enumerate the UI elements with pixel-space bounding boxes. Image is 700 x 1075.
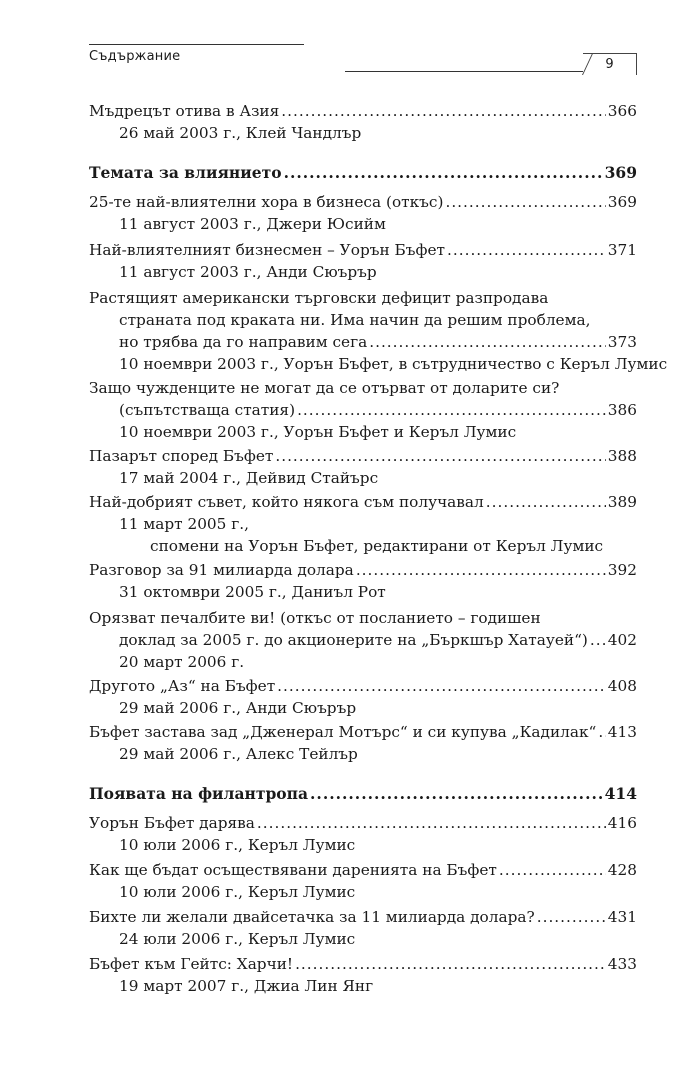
toc-entry-meta: 10 ноември 2003 г., Уорън Бъфет и Керъл Лумис <box>119 423 517 441</box>
dot-leader <box>297 401 606 419</box>
running-header-label: Съдържание <box>89 49 181 64</box>
toc-entry-title: Пазарът според Бъфет <box>89 447 274 465</box>
dot-leader <box>445 193 605 211</box>
toc-entry-title-row <box>119 631 637 653</box>
toc-entry-meta: 10 юли 2006 г., Керъл Лумис <box>119 836 356 854</box>
toc-entry-title-row <box>89 193 637 215</box>
toc-page-number: 366 <box>607 102 637 120</box>
toc-entry-title-row <box>89 561 637 583</box>
dot-leader <box>284 163 603 182</box>
toc-page-number: 373 <box>607 333 637 351</box>
toc-page-number: 386 <box>607 401 637 419</box>
section-title: Появата на филантропа <box>89 784 309 803</box>
toc-entry-title-row <box>89 861 637 883</box>
toc-entry-meta: 20 март 2006 г. <box>119 653 245 671</box>
toc-entry-title: страната под краката ни. Има начин да решим проблема, <box>119 311 591 329</box>
toc-entry-title-row <box>89 241 637 263</box>
dot-leader <box>277 677 606 695</box>
toc-page-number: 369 <box>607 193 637 211</box>
toc-entry-title: Бъфет към Гейтс: Харчи! <box>89 955 294 973</box>
toc-section-heading <box>89 163 637 185</box>
toc-entry-title-row <box>89 677 637 699</box>
toc-entry-meta: 11 август 2003 г., Анди Сюърър <box>119 263 377 281</box>
dot-leader <box>598 723 605 741</box>
toc-entry-title: Как ще бъдат осъществявани даренията на Бъфет <box>89 861 497 879</box>
toc-entry-title: Най-добрият съвет, който някога съм получавал <box>89 493 484 511</box>
dot-leader <box>310 784 603 803</box>
toc-page-number: 371 <box>607 241 637 259</box>
toc-entry-title-row <box>89 955 637 977</box>
toc-entry-title: Уорън Бъфет дарява <box>89 814 255 832</box>
toc-page-number: 392 <box>607 561 637 579</box>
toc-page-number: 369 <box>604 163 637 182</box>
toc-entry-title: но трябва да го направим сега <box>119 333 368 351</box>
toc-entry-title-row <box>89 814 637 836</box>
dot-leader <box>537 908 606 926</box>
toc-entry-title: Най-влиятелният бизнесмен – Уорън Бъфет <box>89 241 445 259</box>
toc-entry-title-row <box>89 723 637 745</box>
toc-entry-title-row <box>119 401 637 423</box>
toc-entry-meta: 24 юли 2006 г., Керъл Лумис <box>119 930 356 948</box>
toc-page-number: 414 <box>604 784 637 803</box>
toc-entry-meta: 10 ноември 2003 г., Уорън Бъфет, в сътрудничество с Керъл Лумис <box>119 355 668 373</box>
dot-leader <box>499 861 606 879</box>
toc-entry-title: Мъдрецът отива в Азия <box>89 102 280 120</box>
toc-page-number: 389 <box>607 493 637 511</box>
page-number: 9 <box>583 53 637 75</box>
toc-entry-meta: 19 март 2007 г., Джиа Лин Янг <box>119 977 374 995</box>
dot-leader <box>275 447 605 465</box>
toc-entry-meta: 29 май 2006 г., Алекс Тейлър <box>119 745 358 763</box>
toc-entry-title-row <box>119 333 637 355</box>
toc-entry-meta: 11 март 2005 г., <box>119 515 249 533</box>
toc-page-number: 402 <box>607 631 637 649</box>
toc-entry-title: Орязват печалбите ви! (откъс от посланието – годишен <box>89 609 541 627</box>
toc-page-number: 413 <box>607 723 637 741</box>
section-title: Темата за влиянието <box>89 163 282 182</box>
dot-leader <box>356 561 606 579</box>
toc-entry-title: Бъфет застава зад „Дженерал Мотърс“ и си купува „Кадилак“ <box>89 723 597 741</box>
toc-page-number: 428 <box>607 861 637 879</box>
toc-entry-title: Разговор за 91 милиарда долара <box>89 561 354 579</box>
toc-entry-title: Бихте ли желали двайсетачка за 11 милиарда долара? <box>89 908 535 926</box>
toc-entry-title-row <box>89 102 637 124</box>
dot-leader <box>369 333 606 351</box>
dot-leader <box>295 955 606 973</box>
toc-page-number: 388 <box>607 447 637 465</box>
toc-entry-title: доклад за 2005 г. до акционерите на „Бъркшър Хатауей“) <box>119 631 588 649</box>
toc-entry-meta: 31 октомври 2005 г., Даниъл Рот <box>119 583 386 601</box>
toc-entry-title: Растящият американски търговски дефицит разпродава <box>89 289 549 307</box>
toc-entry-meta: 29 май 2006 г., Анди Сюърър <box>119 699 357 717</box>
toc-page-number: 408 <box>607 677 637 695</box>
toc-entry-title-row <box>89 908 637 930</box>
toc-entry-title: 25-те най-влиятелни хора в бизнеса (откъс) <box>89 193 444 211</box>
toc-entry-title-row <box>89 447 637 469</box>
toc-entry-meta: спомени на Уорън Бъфет, редактирани от Керъл Лумис <box>150 537 604 555</box>
dot-leader <box>281 102 606 120</box>
toc-entry-meta: 26 май 2003 г., Клей Чандлър <box>119 124 362 142</box>
dot-leader <box>486 493 606 511</box>
header-rule-right <box>345 71 583 72</box>
dot-leader <box>447 241 606 259</box>
dot-leader <box>590 631 606 649</box>
toc-page-number: 416 <box>607 814 637 832</box>
toc-page-number: 431 <box>607 908 637 926</box>
toc-entry-title: (съпътстваща статия) <box>119 401 296 419</box>
toc-entry-title: Другото „Аз“ на Бъфет <box>89 677 276 695</box>
toc-entry-meta: 10 юли 2006 г., Керъл Лумис <box>119 883 356 901</box>
toc-entry-meta: 17 май 2004 г., Дейвид Стайърс <box>119 469 379 487</box>
dot-leader <box>257 814 606 832</box>
toc-entry-title-row <box>89 493 637 515</box>
toc-section-heading <box>89 784 637 806</box>
toc-entry-meta: 11 август 2003 г., Джери Юсийм <box>119 215 386 233</box>
toc-entry-title: Защо чужденците не могат да се отърват от доларите си? <box>89 379 560 397</box>
toc-page-number: 433 <box>607 955 637 973</box>
header-rule-left <box>89 44 304 45</box>
